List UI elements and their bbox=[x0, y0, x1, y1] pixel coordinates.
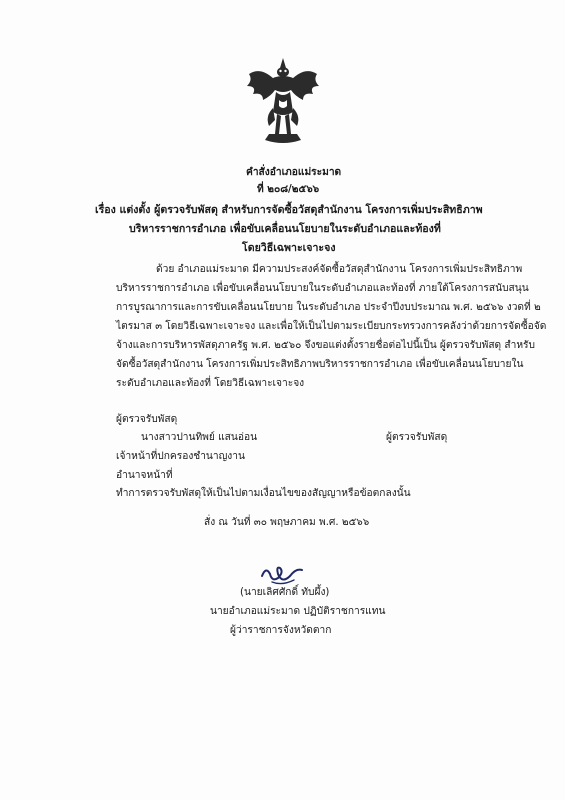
duty-heading: อำนาจหน้าที่ bbox=[116, 470, 173, 481]
body-line-2: บริหารราชการอำเภอ เพื่อขับเคลื่อนนโยบายในระดับอำเภอและท้องที่ ภายใต้โครงการสนับสนุน bbox=[116, 283, 529, 294]
duty-text: ทำการตรวจรับพัสดุให้เป็นไปตามเงื่อนไขของสัญญาหรือข้อตกลงนั้น bbox=[116, 488, 411, 499]
committee-heading: ผู้ตรวจรับพัสดุ bbox=[116, 414, 178, 425]
body-line-5: จ้างและการบริหารพัสดุภาครัฐ พ.ศ. ๒๕๖๐ จึงขอแต่งตั้งรายชื่อต่อไปนี้เป็น ผู้ตรวจรับพัสดุ สำหรับ bbox=[116, 340, 536, 351]
body-line-6: จัดซื้อวัสดุสำนักงาน โครงการเพิ่มประสิทธิภาพบริหารราชการอำเภอ เพื่อขับเคลื่อนนโยบายใน bbox=[116, 359, 524, 370]
order-date: สั่ง ณ วันที่ ๓๐ พฤษภาคม พ.ศ. ๒๕๖๖ bbox=[204, 517, 370, 528]
body-line-7: ระดับอำเภอและท้องที่ โดยวิธีเฉพาะเจาะจง bbox=[116, 378, 305, 389]
subject-line-2: บริหารราชการอำเภอ เพื่อขับเคลื่อนนโยบายในระดับอำเภอและท้องที่ bbox=[129, 223, 441, 235]
body-line-4: ไตรมาส ๓ โดยวิธีเฉพาะเจาะจง และเพื่อให้เป็นไปตามระเบียบกระทรวงการคลังว่าด้วยการจัดซื้อจัด bbox=[116, 321, 547, 332]
committee-member-role: ผู้ตรวจรับพัสดุ bbox=[386, 432, 448, 443]
subject-line-3: โดยวิธีเฉพาะเจาะจง bbox=[242, 242, 336, 254]
committee-member-position: เจ้าหน้าที่ปกครองชำนาญงาน bbox=[116, 451, 245, 462]
body-line-3: การบูรณาการและการขับเคลื่อนนโยบาย ในระดับอำเภอ ประจำปีงบประมาณ พ.ศ. ๒๕๖๖ งวดที่ ๒ bbox=[116, 302, 541, 313]
signatory-title-1: นายอำเภอแม่ระมาด ปฏิบัติราชการแทน bbox=[210, 606, 386, 617]
handwritten-signature bbox=[258, 562, 306, 588]
subject-line-1: เรื่อง แต่งตั้ง ผู้ตรวจรับพัสดุ สำหรับการจัดซื้อวัสดุสำนักงาน โครงการเพิ่มประสิทธิภาพ bbox=[95, 204, 483, 216]
order-title: คำสั่งอำเภอแม่ระมาด bbox=[246, 167, 342, 178]
order-number: ที่ ๒๐๘/๒๕๖๖ bbox=[257, 184, 320, 195]
signatory-name: (นายเลิศศักดิ์ ทับผึ้ง) bbox=[240, 587, 330, 598]
signatory-title-2: ผู้ว่าราชการจังหวัดตาก bbox=[230, 625, 332, 636]
garuda-emblem-icon bbox=[243, 56, 323, 148]
committee-member-name: นางสาวปานทิพย์ แสนอ่อน bbox=[141, 432, 258, 443]
body-line-1: ด้วย อำเภอแม่ระมาด มีความประสงค์จัดซื้อวัสดุสำนักงาน โครงการเพิ่มประสิทธิภาพ bbox=[156, 264, 523, 275]
